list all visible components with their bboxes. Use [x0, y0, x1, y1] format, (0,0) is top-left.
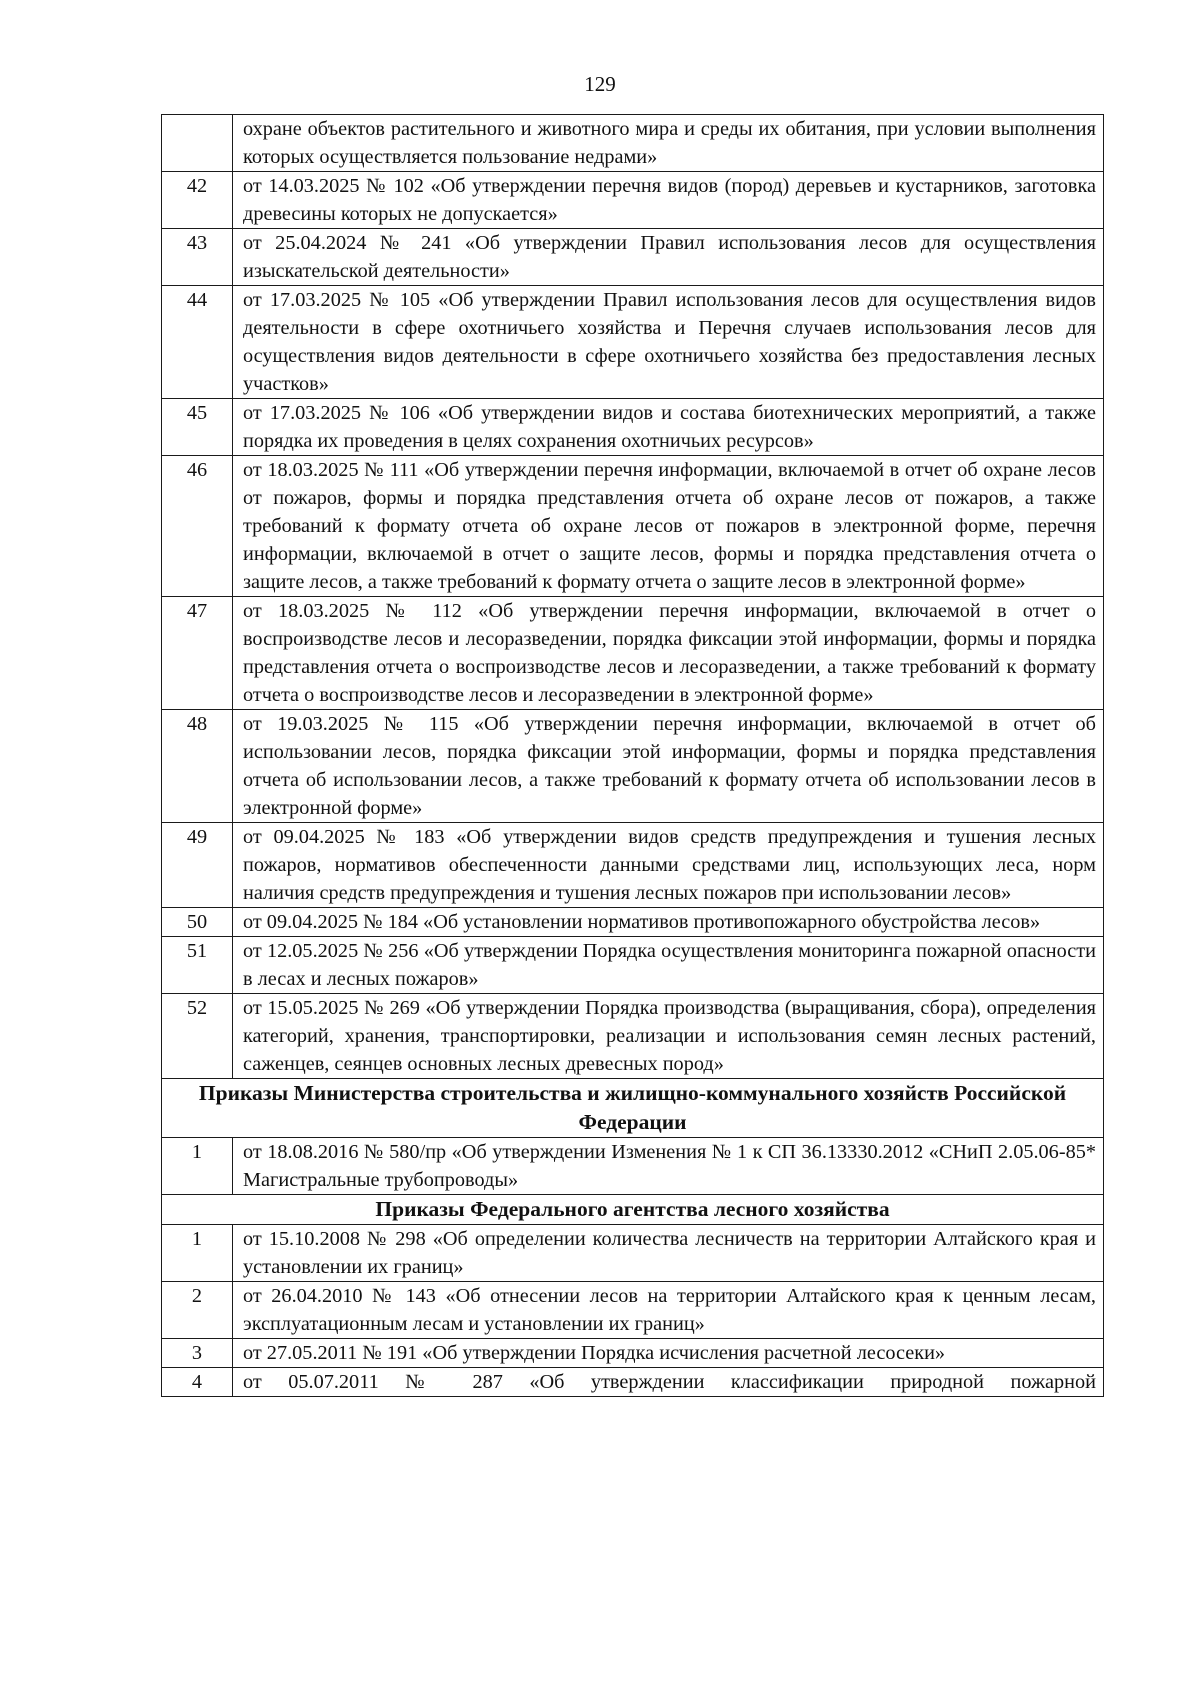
table-row: [162, 908, 1104, 937]
table-row: [162, 115, 1104, 172]
row-text: от 17.03.2025 № 105 «Об утверждении Правил использования лесов для осуществления видов деятельности в сфере охотничьего хозяйства и Перечня случаев использования лесов для осуществления видов деятельности в сфере охотничьего хозяйства без предоставления лесных участков»: [233, 286, 1104, 399]
row-text: от 25.04.2024 № 241 «Об утверждении Правил использования лесов для осуществления изыскательской деятельности»: [233, 229, 1104, 286]
row-number: 1: [162, 1138, 233, 1195]
table-row: [162, 456, 1104, 597]
regulations-table: [161, 114, 1104, 1397]
table-row: [162, 1368, 1104, 1397]
row-text: от 09.04.2025 № 184 «Об установлении нормативов противопожарного обустройства лесов»: [233, 908, 1104, 937]
row-text: от 12.05.2025 № 256 «Об утверждении Порядка осуществления мониторинга пожарной опасности в лесах и лесных пожаров»: [233, 937, 1104, 994]
table-row: [162, 597, 1104, 710]
section-title-forestry: Приказы Федерального агентства лесного хозяйства: [162, 1195, 1104, 1225]
row-number: 48: [162, 710, 233, 823]
table-row: [162, 710, 1104, 823]
row-text: от 26.04.2010 № 143 «Об отнесении лесов на территории Алтайского края к ценным лесам, эксплуатационным лесам и установлении их границ»: [233, 1282, 1104, 1339]
row-number: 1: [162, 1225, 233, 1282]
row-number: 44: [162, 286, 233, 399]
table-row: [162, 229, 1104, 286]
row-number: 51: [162, 937, 233, 994]
section-header-row: [162, 1195, 1104, 1225]
table-row: [162, 1225, 1104, 1282]
row-text: охране объектов растительного и животного мира и среды их обитания, при условии выполнения которых осуществляется пользование недрами»: [233, 115, 1104, 172]
row-number: 52: [162, 994, 233, 1079]
row-text: от 19.03.2025 № 115 «Об утверждении перечня информации, включаемой в отчет об использовании лесов, порядка фиксации этой информации, формы и порядка представления отчета об использовании лесов, а также требований к формату отчета об использовании лесов в электронной форме»: [233, 710, 1104, 823]
table-row: [162, 823, 1104, 908]
section-title-construction: Приказы Министерства строительства и жилищно-коммунального хозяйств Российской Федерации: [162, 1079, 1104, 1138]
table-row: [162, 937, 1104, 994]
row-text: от 18.08.2016 № 580/пр «Об утверждении Изменения № 1 к СП 36.13330.2012 «СНиП 2.05.06-85* Магистральные трубопроводы»: [233, 1138, 1104, 1195]
table-row: [162, 399, 1104, 456]
row-number: [162, 115, 233, 172]
row-number: 46: [162, 456, 233, 597]
table-row: [162, 1282, 1104, 1339]
table-row: [162, 994, 1104, 1079]
table-row: [162, 1138, 1104, 1195]
table-row: [162, 1339, 1104, 1368]
row-number: 43: [162, 229, 233, 286]
row-text: от 17.03.2025 № 106 «Об утверждении видов и состава биотехнических мероприятий, а также порядка их проведения в целях сохранения охотничьих ресурсов»: [233, 399, 1104, 456]
row-number: 49: [162, 823, 233, 908]
row-text: от 05.07.2011 № 287 «Об утверждении классификации природной пожарной: [233, 1368, 1104, 1397]
row-number: 3: [162, 1339, 233, 1368]
row-text: от 27.05.2011 № 191 «Об утверждении Порядка исчисления расчетной лесосеки»: [233, 1339, 1104, 1368]
table-row: [162, 172, 1104, 229]
section-header-row: [162, 1079, 1104, 1138]
row-text: от 18.03.2025 № 111 «Об утверждении перечня информации, включаемой в отчет об охране лесов от пожаров, формы и порядка представления отчета об охране лесов от пожаров, а также требований к формату отчета об охране лесов от пожаров в электронной форме, перечня информации, включаемой в отчет о защите лесов, формы и порядка представления отчета о защите лесов, а также требований к формату отчета о защите лесов в электронной форме»: [233, 456, 1104, 597]
row-text: от 15.05.2025 № 269 «Об утверждении Порядка производства (выращивания, сбора), определения категорий, хранения, транспортировки, реализации и использования семян лесных растений, саженцев, сеянцев основных лесных древесных пород»: [233, 994, 1104, 1079]
row-text: от 15.10.2008 № 298 «Об определении количества лесничеств на территории Алтайского края и установлении их границ»: [233, 1225, 1104, 1282]
row-text: от 09.04.2025 № 183 «Об утверждении видов средств предупреждения и тушения лесных пожаров, нормативов обеспеченности данными средствами лиц, использующих леса, норм наличия средств предупреждения и тушения лесных пожаров при использовании лесов»: [233, 823, 1104, 908]
row-text: от 14.03.2025 № 102 «Об утверждении перечня видов (пород) деревьев и кустарников, заготовка древесины которых не допускается»: [233, 172, 1104, 229]
row-number: 47: [162, 597, 233, 710]
row-number: 45: [162, 399, 233, 456]
table-row: [162, 286, 1104, 399]
row-text: от 18.03.2025 № 112 «Об утверждении перечня информации, включаемой в отчет о воспроизводстве лесов и лесоразведении, порядка фиксации этой информации, формы и порядка представления отчета о воспроизводстве лесов и лесоразведении, а также требований к формату отчета о воспроизводстве лесов и лесоразведении в электронной форме»: [233, 597, 1104, 710]
row-number: 50: [162, 908, 233, 937]
row-number: 2: [162, 1282, 233, 1339]
row-number: 42: [162, 172, 233, 229]
row-number: 4: [162, 1368, 233, 1397]
page-number: 129: [584, 72, 616, 96]
